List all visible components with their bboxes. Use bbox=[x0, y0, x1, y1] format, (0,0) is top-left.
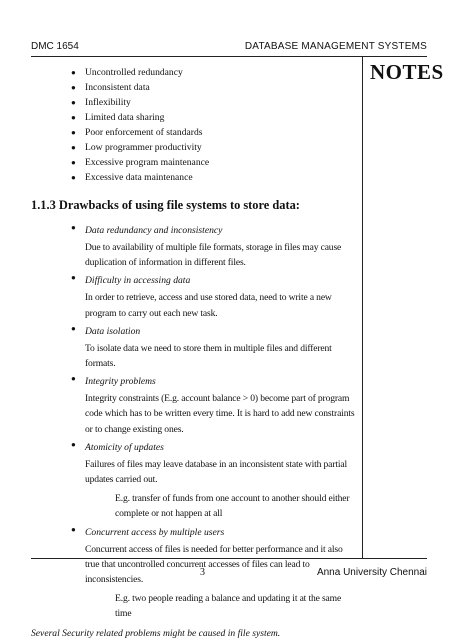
section-heading: 1.1.3 Drawbacks of using file systems to store data: bbox=[31, 198, 300, 212]
closing-statement: Several Security related problems might be caused in file system. bbox=[31, 627, 281, 639]
drawback-item bbox=[31, 374, 357, 437]
bullet-icon: ● bbox=[71, 524, 76, 534]
bullet-icon: ● bbox=[71, 158, 76, 167]
problem-list bbox=[31, 65, 357, 185]
bullet-icon: ● bbox=[71, 68, 76, 77]
problem-list-item bbox=[31, 95, 357, 110]
problem-list-item bbox=[31, 155, 357, 170]
publisher: Anna University Chennai bbox=[316, 567, 427, 578]
drawback-item bbox=[31, 273, 357, 320]
drawback-description: In order to retrieve, access and use stored data, need to write a new program to carry out each new task. bbox=[85, 292, 332, 319]
bullet-icon: ● bbox=[71, 173, 76, 182]
notes-label: NOTES bbox=[370, 60, 444, 84]
drawback-title: Difficulty in accessing data bbox=[85, 275, 191, 287]
drawback-item bbox=[31, 324, 357, 371]
drawback-example: E.g. two people reading a balance and updating it at the same time bbox=[115, 593, 342, 620]
drawback-title: Integrity problems bbox=[85, 376, 156, 388]
problem-text: Excessive program maintenance bbox=[85, 157, 210, 168]
drawback-item bbox=[31, 440, 357, 522]
bullet-icon: ● bbox=[71, 128, 76, 137]
page-number: 3 bbox=[200, 567, 205, 578]
problem-list-item bbox=[31, 170, 357, 185]
bullet-icon: ● bbox=[71, 374, 76, 384]
problem-text: Poor enforcement of standards bbox=[85, 127, 203, 138]
header-rule bbox=[31, 56, 427, 57]
drawback-description: Integrity constraints (E.g. account balance > 0) become part of program code which has to be written every time. It is hard to add new constraints or to change existing ones. bbox=[85, 393, 355, 435]
drawback-title: Atomicity of updates bbox=[85, 441, 164, 453]
problem-text: Limited data sharing bbox=[85, 112, 165, 123]
drawback-description: To isolate data we need to store them in multiple files and different formats. bbox=[85, 342, 332, 370]
bullet-icon: ● bbox=[71, 83, 76, 92]
course-title: DATABASE MANAGEMENT SYSTEMS bbox=[244, 41, 427, 52]
bullet-icon: ● bbox=[71, 113, 76, 122]
bullet-icon: ● bbox=[71, 143, 76, 152]
drawback-title: Data redundancy and inconsistency bbox=[85, 225, 223, 236]
drawback-title: Data isolation bbox=[85, 325, 141, 337]
drawback-description: Concurrent access of files is needed for better performance and it also true that uncontrolled concurrent accesses of files can lead to inconsistencies. bbox=[85, 543, 343, 586]
drawback-item bbox=[31, 223, 357, 270]
problem-text: Uncontrolled redundancy bbox=[85, 67, 183, 78]
bullet-icon: ● bbox=[71, 98, 76, 107]
problem-list-item bbox=[31, 140, 357, 155]
page-content bbox=[31, 65, 357, 641]
footer-rule bbox=[31, 558, 427, 559]
problem-text: Low programmer productivity bbox=[85, 142, 202, 153]
drawback-description: Failures of files may leave database in an inconsistent state with partial updates carried out. bbox=[85, 458, 347, 486]
notes-margin-rule bbox=[362, 56, 363, 558]
problem-list-item bbox=[31, 125, 357, 140]
drawback-title: Concurrent access by multiple users bbox=[85, 526, 225, 538]
bullet-icon: ● bbox=[71, 223, 76, 232]
problem-list-item bbox=[31, 65, 357, 80]
problem-text: Inflexibility bbox=[85, 97, 131, 108]
problem-text: Inconsistent data bbox=[85, 82, 150, 93]
drawback-item bbox=[31, 525, 357, 622]
bullet-icon: ● bbox=[71, 439, 76, 449]
problem-list-item bbox=[31, 110, 357, 125]
drawback-list bbox=[31, 223, 357, 622]
bullet-icon: ● bbox=[71, 273, 76, 283]
problem-list-item bbox=[31, 80, 357, 95]
course-code: DMC 1654 bbox=[31, 41, 79, 52]
drawback-example: E.g. transfer of funds from one account to another should either complete or not happen at all bbox=[115, 493, 350, 520]
drawback-description: Due to availability of multiple file formats, storage in files may cause duplication of information in different files. bbox=[85, 242, 342, 269]
problem-text: Excessive data maintenance bbox=[85, 172, 193, 183]
bullet-icon: ● bbox=[71, 323, 76, 333]
